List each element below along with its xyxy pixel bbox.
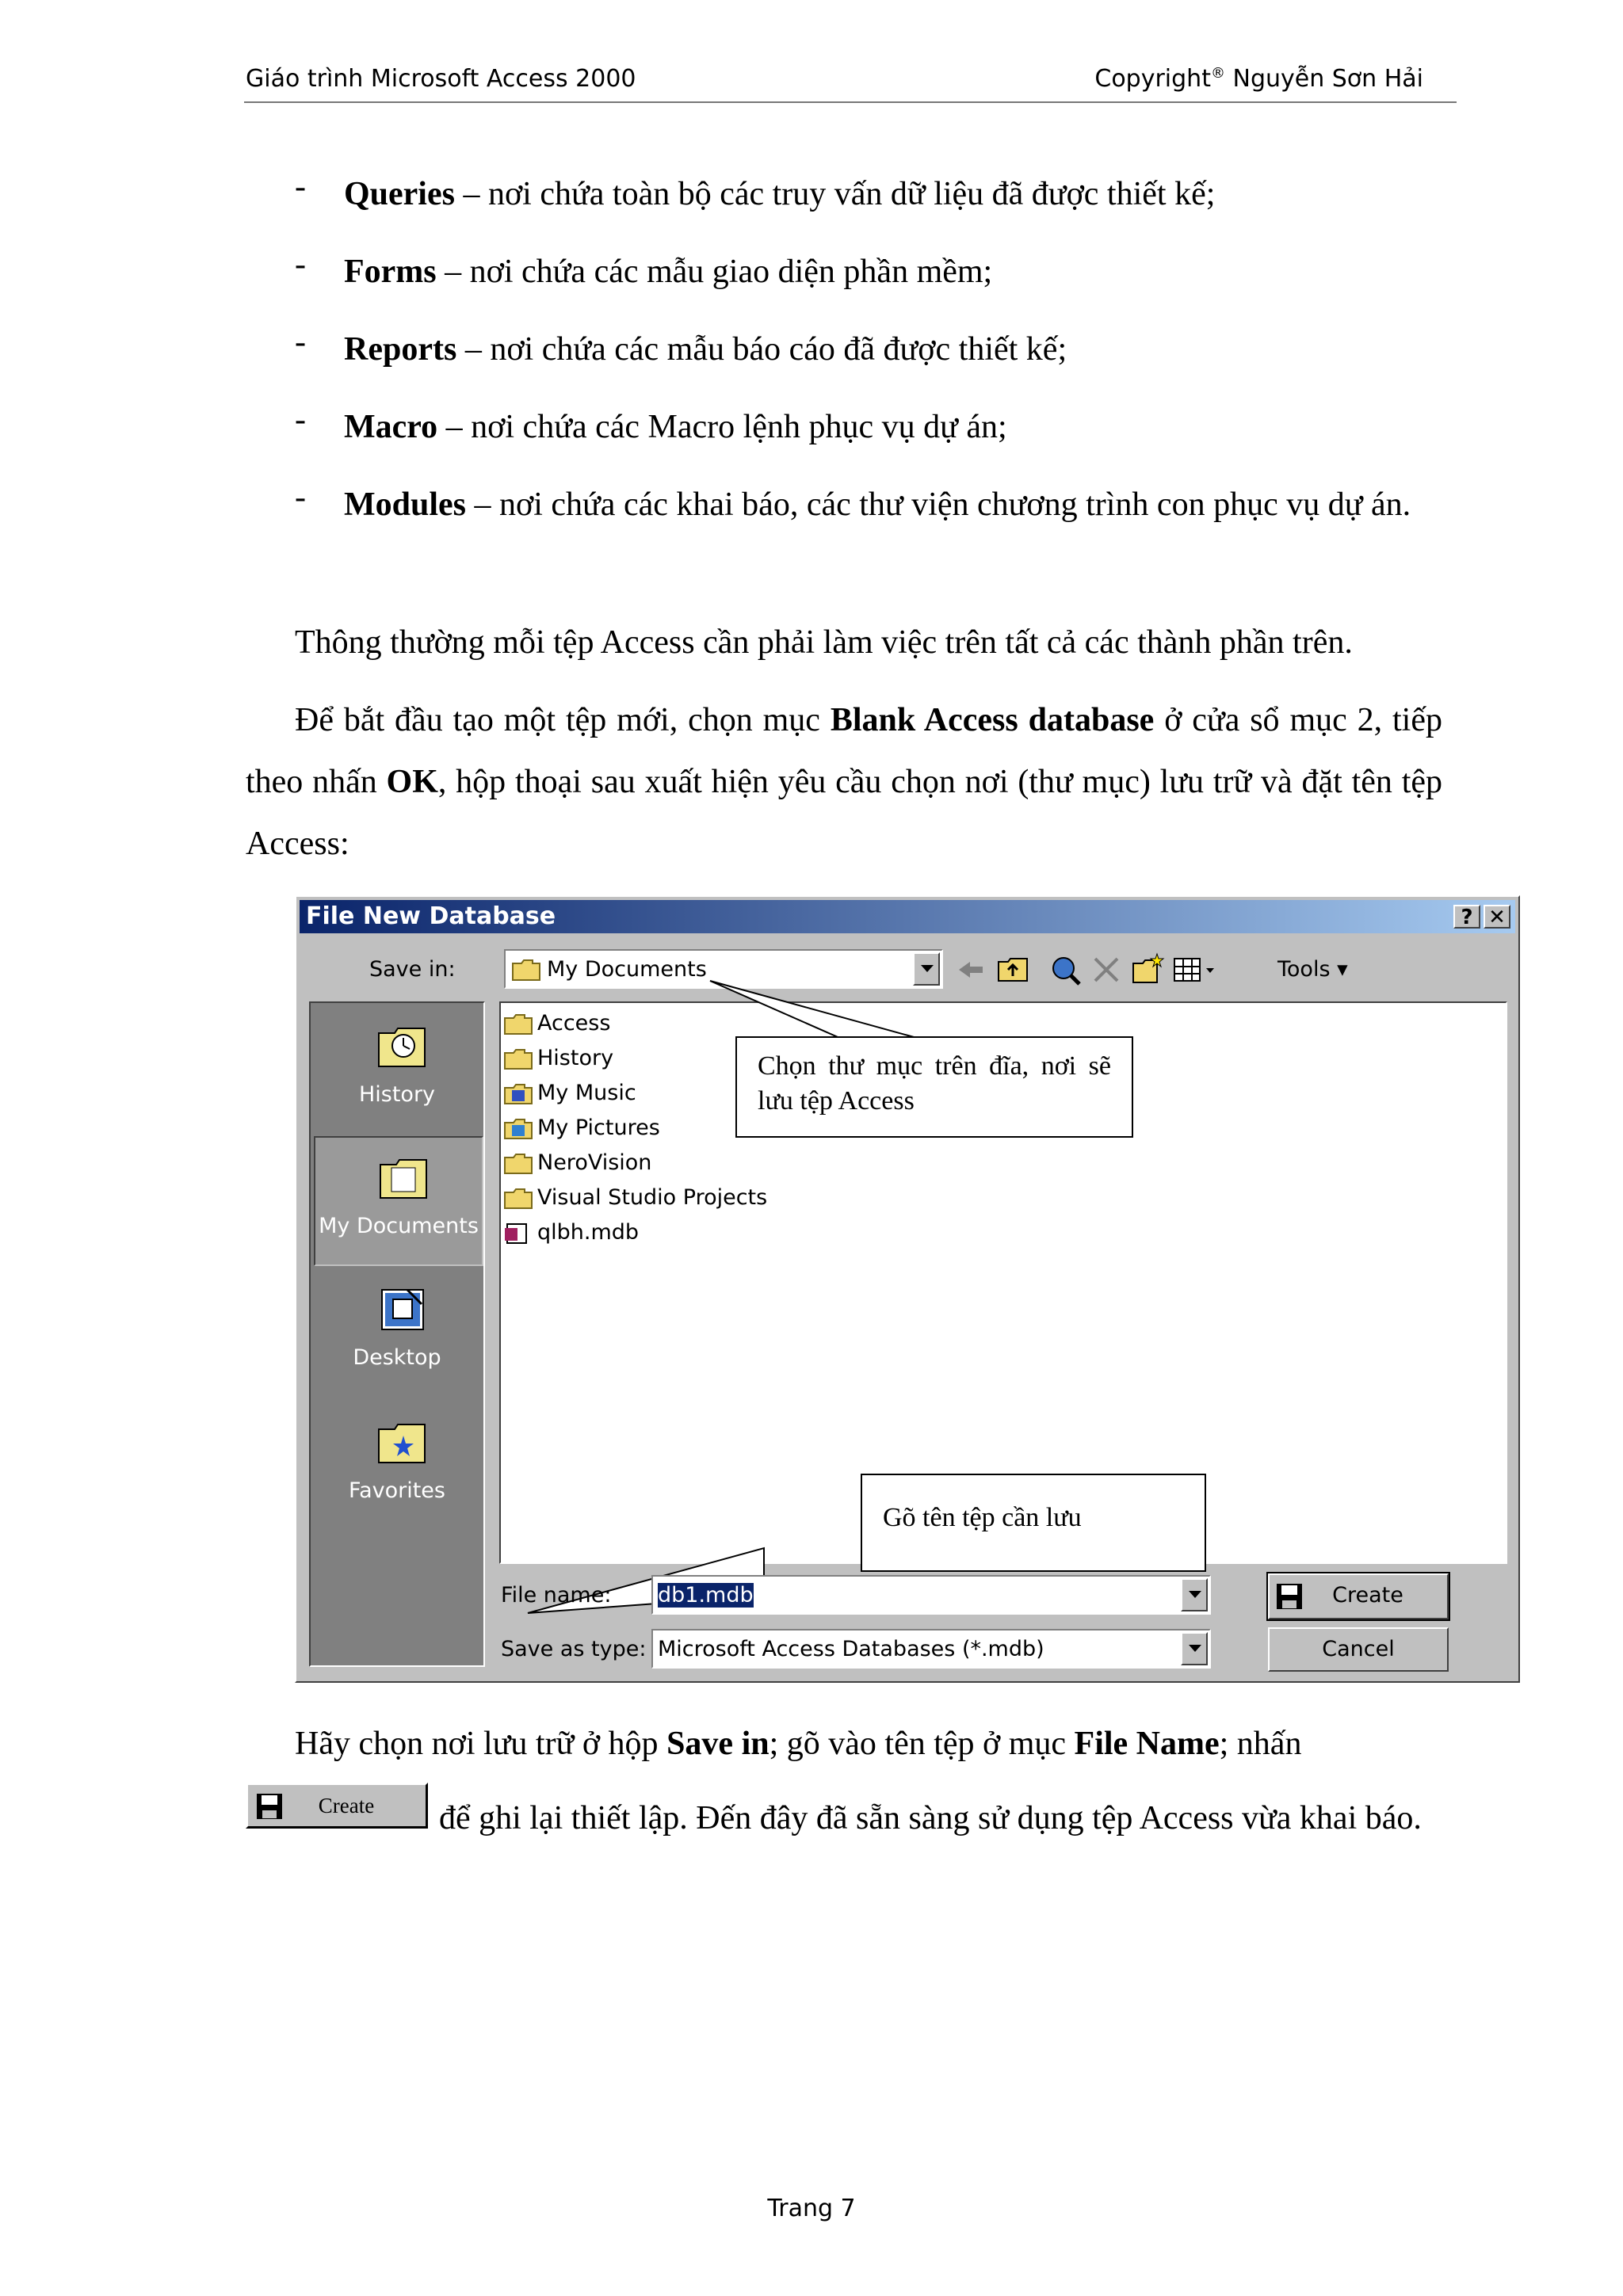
close-button[interactable]: ✕ xyxy=(1484,905,1510,929)
bullet-dash: - xyxy=(295,169,306,205)
page-number: Trang 7 xyxy=(767,2195,856,2222)
access-file-icon xyxy=(504,1223,533,1244)
history-icon xyxy=(376,1022,431,1070)
places-bar xyxy=(309,1001,485,1667)
folder-icon xyxy=(504,1014,533,1035)
folder-icon xyxy=(512,959,540,981)
chevron-down-icon: ▾ xyxy=(1337,957,1348,982)
save-in-label: Save in: xyxy=(369,957,456,982)
bullet-dash: - xyxy=(295,479,306,516)
dialog-title: File New Database xyxy=(306,902,556,930)
place-history[interactable]: History xyxy=(314,1006,480,1133)
favorites-icon xyxy=(376,1418,431,1466)
chevron-down-icon[interactable] xyxy=(1181,1578,1208,1611)
floppy-disk-icon xyxy=(1276,1583,1303,1610)
header-title: Giáo trình Microsoft Access 2000 xyxy=(246,65,636,93)
save-as-type-value: Microsoft Access Databases (*.mdb) xyxy=(658,1637,1044,1661)
page-header xyxy=(244,63,1457,103)
my-documents-icon xyxy=(377,1154,433,1201)
paragraph-1: Thông thường mỗi tệp Access cần phải làm việc trên tất cả các thành phần trên. xyxy=(295,624,1353,661)
music-folder-icon xyxy=(504,1084,533,1104)
inline-create-button: Create xyxy=(246,1783,428,1829)
save-as-type-dropdown[interactable] xyxy=(651,1629,1211,1669)
file-list[interactable]: Access History My Music My Pictures NeroVision Visual Studio Projects qlbh.mdb xyxy=(499,1001,1507,1564)
header-copyright: Copyright® Nguyễn Sơn Hải xyxy=(1094,65,1423,93)
pictures-folder-icon xyxy=(504,1119,533,1139)
paragraph-3-line-1: Hãy chọn nơi lưu trữ ở hộp Save in; gõ vào tên tệp ở mục File Name; nhấn xyxy=(295,1726,1302,1762)
file-new-database-dialog xyxy=(295,895,1520,1683)
save-as-type-label: Save as type: xyxy=(501,1637,647,1661)
paragraph-3-line-2: để ghi lại thiết lập. Đến đây đã sẵn sàng sử dụng tệp Access vừa khai báo. xyxy=(439,1800,1422,1836)
callout-save-in: Chọn thư mục trên đĩa, nơi sẽ lưu tệp Access xyxy=(735,1036,1133,1138)
folder-icon xyxy=(504,1188,533,1209)
views-icon[interactable] xyxy=(1171,952,1219,987)
bullet-modules: Modules – nơi chứa các khai báo, các thư viện chương trình con phục vụ dự án. xyxy=(344,486,1411,523)
callout-file-name: Gõ tên tệp cần lưu xyxy=(861,1474,1206,1572)
help-button[interactable]: ? xyxy=(1453,905,1480,929)
file-name-value: db1.mdb xyxy=(658,1583,754,1608)
cancel-button[interactable]: Cancel xyxy=(1268,1627,1449,1672)
paragraph-2: Để bắt đầu tạo một tệp mới, chọn mục Blank Access database ở cửa sổ mục 2, tiếp theo nhấn OK, hộp thoại sau xuất hiện yêu cầu chọn nơi (thư mục) lưu trữ và đặt tên tệp Access: xyxy=(246,702,1442,862)
bullet-forms: Forms – nơi chứa các mẫu giao diện phần mềm; xyxy=(344,254,993,290)
bullet-dash: - xyxy=(295,324,306,360)
file-name-label: File name: xyxy=(501,1583,612,1608)
place-favorites[interactable]: Favorites xyxy=(314,1402,480,1529)
bullet-queries: Queries – nơi chứa toàn bộ các truy vấn dữ liệu đã được thiết kế; xyxy=(344,176,1216,212)
chevron-down-icon[interactable] xyxy=(1181,1632,1208,1665)
bullet-macro: Macro – nơi chứa các Macro lệnh phục vụ dự án; xyxy=(344,409,1007,445)
create-button[interactable]: Create xyxy=(1268,1573,1449,1619)
folder-icon xyxy=(504,1154,533,1174)
dialog-titlebar xyxy=(300,900,1515,933)
bullet-dash: - xyxy=(295,246,306,283)
tools-menu[interactable]: Tools ▾ xyxy=(1277,957,1348,982)
desktop-icon xyxy=(376,1285,431,1333)
bullet-dash: - xyxy=(295,402,306,438)
bullet-reports: Reports – nơi chứa các mẫu báo cáo đã được thiết kế; xyxy=(344,331,1067,368)
folder-icon xyxy=(504,1049,533,1070)
save-in-value: My Documents xyxy=(547,957,707,982)
place-desktop[interactable]: Desktop xyxy=(314,1269,480,1396)
new-folder-icon[interactable] xyxy=(1130,952,1165,987)
file-name-input[interactable] xyxy=(651,1575,1211,1615)
place-my-documents[interactable]: My Documents xyxy=(314,1136,483,1266)
